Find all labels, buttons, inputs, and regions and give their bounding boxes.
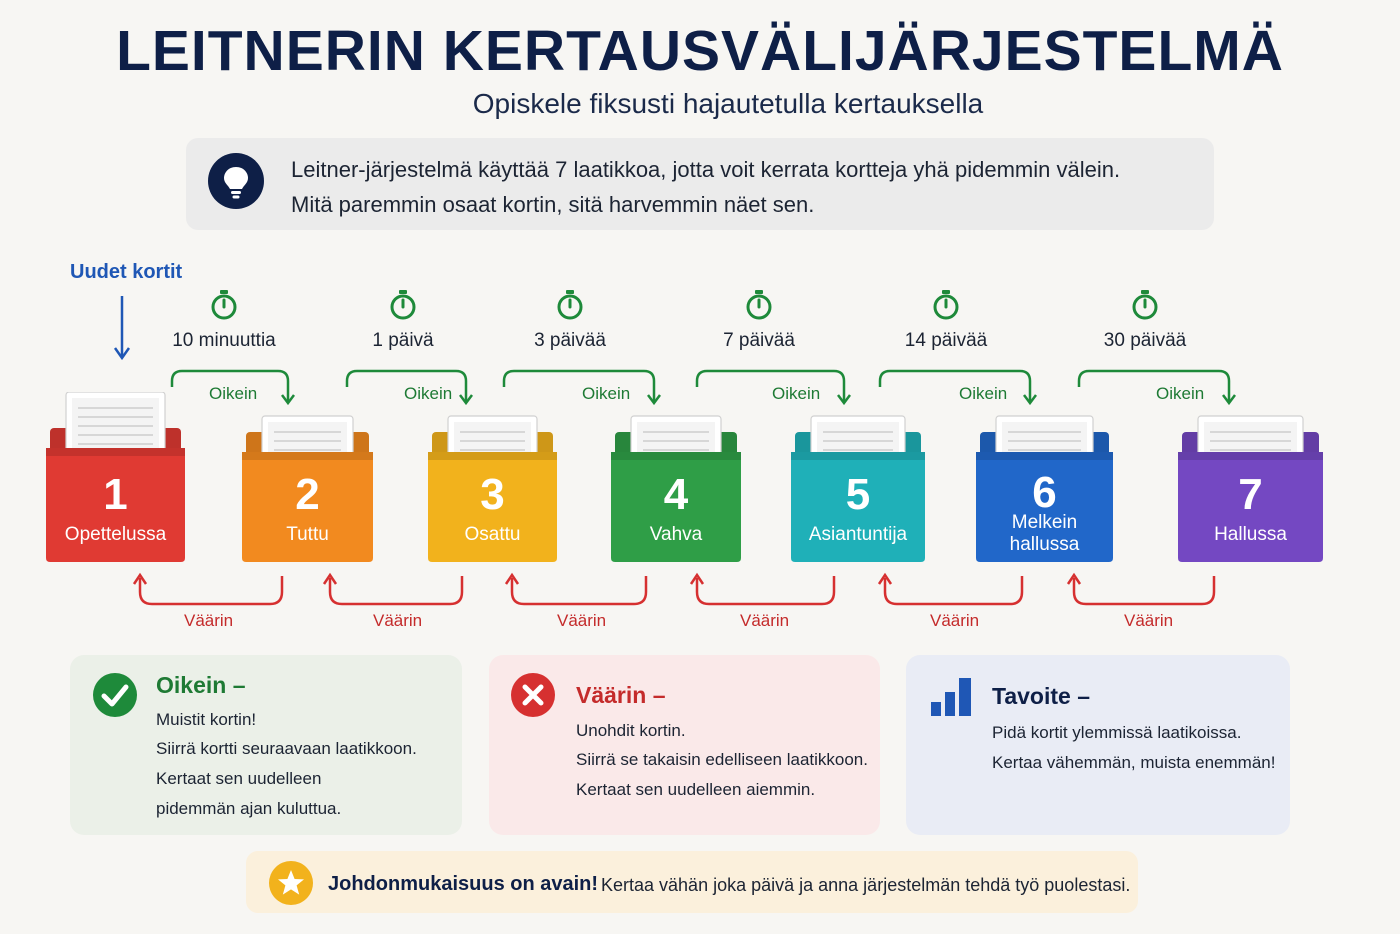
wrong-arrow bbox=[689, 572, 842, 612]
correct-label: Oikein bbox=[582, 384, 631, 403]
wrong-panel-title: Väärin – bbox=[576, 682, 666, 708]
bar-chart-icon bbox=[929, 674, 975, 723]
goal-line-2: Kertaa vähemmän, muista enemmän! bbox=[992, 753, 1276, 772]
wrong-label: Väärin bbox=[184, 611, 234, 630]
box-label: Asiantuntija bbox=[808, 524, 908, 545]
interval-label: 10 minuuttia bbox=[172, 330, 276, 351]
box-number: 7 bbox=[1238, 470, 1263, 519]
box-label: Osattu bbox=[464, 524, 521, 545]
box-number: 6 bbox=[1032, 468, 1057, 517]
wrong-label: Väärin bbox=[740, 611, 790, 630]
goal-panel-title: Tavoite – bbox=[992, 683, 1090, 709]
x-icon bbox=[510, 672, 556, 723]
bottom-strong-text: Johdonmukaisuus on avain! bbox=[328, 873, 599, 895]
stopwatch-icon bbox=[210, 289, 238, 326]
correct-panel-title: Oikein – bbox=[156, 672, 246, 698]
correct-label: Oikein bbox=[1156, 384, 1205, 403]
wrong-arrow bbox=[877, 572, 1030, 612]
wrong-arrow bbox=[322, 572, 470, 612]
stopwatch-icon bbox=[1131, 289, 1159, 326]
leitner-box-3 bbox=[428, 392, 557, 562]
correct-label: Oikein bbox=[959, 384, 1008, 403]
goal-line-1: Pidä kortit ylemmissä laatikoissa. bbox=[992, 723, 1242, 742]
info-line-2: Mitä paremmin osaat kortin, sitä harvemmin näet sen. bbox=[291, 192, 815, 217]
leitner-box-7 bbox=[1178, 392, 1323, 562]
leitner-box-6 bbox=[976, 392, 1113, 562]
lightbulb-icon bbox=[208, 153, 264, 209]
box-label: Melkein hallussa bbox=[1009, 512, 1080, 555]
correct-line-1: Muistit kortin! bbox=[156, 710, 257, 729]
check-icon bbox=[92, 672, 138, 723]
wrong-arrow bbox=[1066, 572, 1222, 612]
leitner-box-1 bbox=[46, 392, 185, 562]
box-number: 4 bbox=[663, 470, 689, 519]
page-subtitle: Opiskele fiksusti hajautetulla kertauksella bbox=[472, 88, 984, 119]
correct-line-2: Siirrä kortti seuraavaan laatikkoon. bbox=[156, 739, 417, 758]
interval-label: 3 päivää bbox=[534, 330, 606, 351]
interval-label: 14 päivää bbox=[904, 330, 988, 351]
box-number: 1 bbox=[103, 470, 128, 519]
box-number: 5 bbox=[845, 470, 871, 519]
wrong-arrow bbox=[132, 572, 290, 612]
star-icon bbox=[268, 860, 314, 911]
new-cards-label: Uudet kortit bbox=[70, 261, 183, 283]
wrong-label: Väärin bbox=[1124, 611, 1174, 630]
box-label: Hallussa bbox=[1214, 524, 1287, 545]
info-text bbox=[291, 152, 1120, 222]
stopwatch-icon bbox=[389, 289, 417, 326]
wrong-label: Väärin bbox=[930, 611, 980, 630]
correct-line-4: pidemmän ajan kuluttua. bbox=[156, 799, 342, 818]
correct-line-3: Kertaat sen uudelleen bbox=[156, 769, 322, 788]
stopwatch-icon bbox=[556, 289, 584, 326]
box-number: 3 bbox=[480, 470, 505, 519]
correct-label: Oikein bbox=[209, 384, 258, 403]
stopwatch-icon bbox=[745, 289, 773, 326]
wrong-label: Väärin bbox=[557, 611, 607, 630]
wrong-line-3: Kertaat sen uudelleen aiemmin. bbox=[576, 780, 816, 799]
box-label: Vahva bbox=[649, 524, 703, 545]
correct-label: Oikein bbox=[404, 384, 453, 403]
wrong-line-1: Unohdit kortin. bbox=[576, 721, 686, 740]
interval-label: 7 päivää bbox=[723, 330, 795, 351]
box-label: Tuttu bbox=[286, 524, 329, 545]
leitner-box-2 bbox=[242, 392, 373, 562]
wrong-label: Väärin bbox=[373, 611, 423, 630]
leitner-box-4 bbox=[611, 392, 741, 562]
interval-label: 1 päivä bbox=[372, 330, 434, 351]
box-label: Opettelussa bbox=[64, 524, 167, 545]
interval-label: 30 päivää bbox=[1103, 330, 1187, 351]
correct-label: Oikein bbox=[772, 384, 821, 403]
page-title: LEITNERIN KERTAUSVÄLIJÄRJESTELMÄ bbox=[116, 19, 1284, 83]
wrong-line-2: Siirrä se takaisin edelliseen laatikkoon. bbox=[576, 750, 868, 769]
wrong-arrow bbox=[504, 572, 654, 612]
info-line-1: Leitner-järjestelmä käyttää 7 laatikkoa, jotta voit kerrata kortteja yhä pidemmin välein. bbox=[291, 157, 1121, 182]
stopwatch-icon bbox=[932, 289, 960, 326]
leitner-box-5 bbox=[791, 392, 925, 562]
new-cards-arrow bbox=[110, 294, 134, 362]
box-number: 2 bbox=[295, 470, 320, 519]
bottom-text: Kertaa vähän joka päivä ja anna järjestelmän tehdä työ puolestasi. bbox=[601, 875, 1131, 895]
